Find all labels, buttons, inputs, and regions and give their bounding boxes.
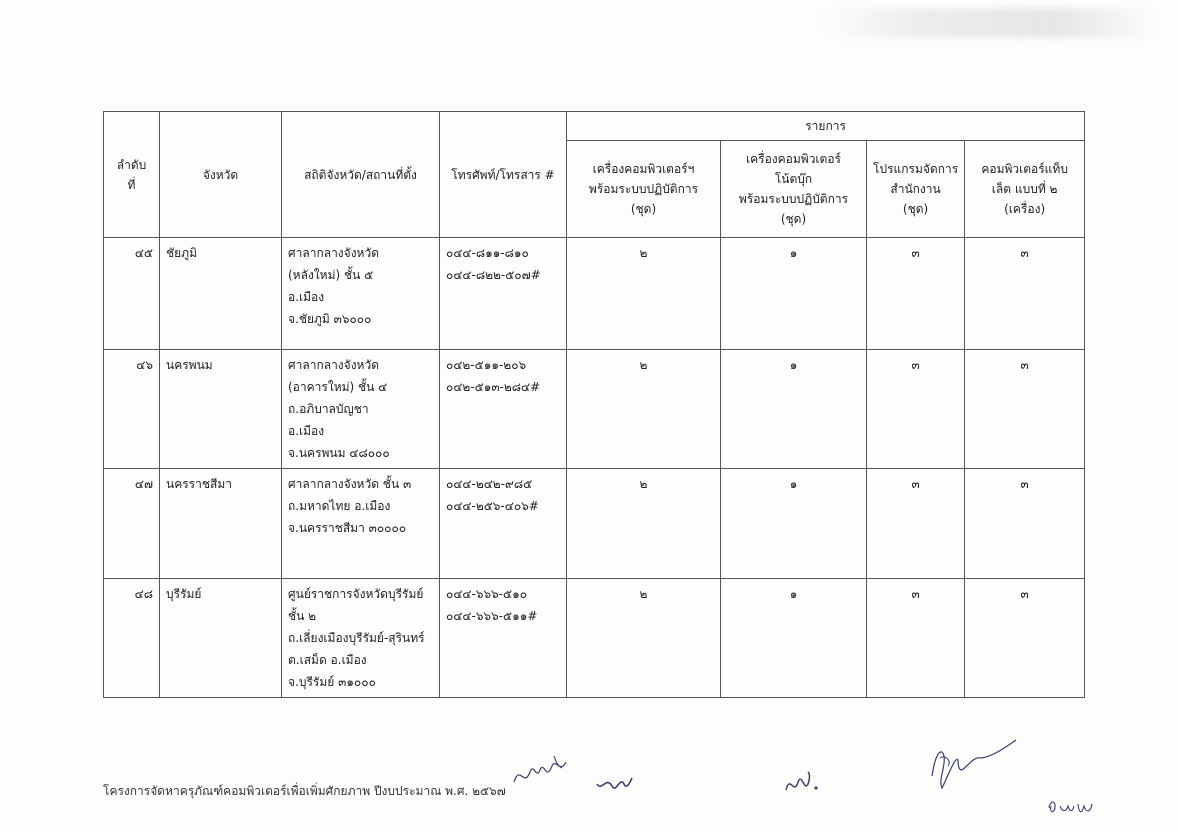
phone-numbers: [440, 469, 567, 579]
footer-project-name: โครงการจัดหาครุภัณฑ์คอมพิวเตอร์เพื่อเพิ่มศักยภาพ ปีงบประมาณ พ.ศ. ๒๕๖๗: [103, 784, 506, 798]
tablet-count: ๓: [965, 579, 1085, 698]
address-line: จ.ชัยภูมิ ๓๖๐๐๐: [288, 312, 372, 326]
header-software-line: สำนักงาน: [890, 182, 941, 196]
address-line: จ.บุรีรัมย์ ๓๑๐๐๐: [288, 675, 376, 689]
header-notebook: [721, 141, 867, 238]
office-address: [282, 469, 440, 579]
header-province: จังหวัด: [160, 112, 282, 238]
address-line: ชั้น ๒: [288, 609, 317, 623]
province-name: นครพนม: [160, 350, 282, 469]
header-pc-line: เครื่องคอมพิวเตอร์ฯ: [592, 162, 695, 176]
header-tablet-line: เล็ต แบบที่ ๒: [991, 182, 1058, 196]
row-number: ๔๕: [104, 238, 160, 350]
header-no-line: ที่: [127, 177, 136, 192]
address-line: จ.นครพนม ๔๘๐๐๐: [288, 446, 390, 460]
software-count: ๓: [867, 238, 965, 350]
notebook-count: ๑: [721, 350, 867, 469]
pc-count: ๒: [567, 469, 721, 579]
address-line: จ.นครราชสีมา ๓๐๐๐๐: [288, 521, 407, 535]
header-software-line: โปรแกรมจัดการ: [873, 162, 959, 176]
address-line: ถ.เลี่ยงเมืองบุรีรัมย์-สุรินทร์: [288, 631, 425, 645]
table-row: [104, 579, 1085, 698]
header-phone: โทรศัพท์/โทรสาร #: [440, 112, 567, 238]
header-notebook-line: (ชุด): [780, 212, 807, 226]
header-pc-line: (ชุด): [630, 202, 657, 216]
header-no-line: ลำดับ: [116, 157, 147, 172]
header-office: สถิติจังหวัด/สถานที่ตั้ง: [282, 112, 440, 238]
software-count: ๓: [867, 350, 965, 469]
handwritten-signature-1: [510, 752, 570, 796]
header-pc-line: พร้อมระบบปฏิบัติการ: [588, 182, 699, 196]
tablet-count: ๓: [965, 469, 1085, 579]
notebook-count: ๑: [721, 469, 867, 579]
phones-line: ๐๔๔-๘๒๒-๕๐๗#: [446, 268, 541, 282]
row-number: ๔๖: [104, 350, 160, 469]
address-line: อ.เมือง: [288, 290, 325, 304]
address-line: (อาคารใหม่) ชั้น ๔: [288, 380, 388, 394]
header-notebook-line: โน้ตบุ๊ก: [774, 172, 813, 186]
header-tablet-line: (เครื่อง): [1004, 202, 1046, 216]
notebook-count: ๑: [721, 238, 867, 350]
address-line: ศาลากลางจังหวัด ชั้น ๓: [288, 477, 412, 491]
tablet-count: ๓: [965, 238, 1085, 350]
software-count: ๓: [867, 469, 965, 579]
phones-line: ๐๔๒-๕๑๑-๒๐๖: [446, 358, 527, 372]
address-line: ศาลากลางจังหวัด: [288, 358, 379, 372]
table-row: [104, 350, 1085, 469]
phones-line: ๐๔๔-๒๕๖-๔๐๖#: [446, 499, 539, 513]
handwritten-initial-2: [594, 770, 634, 804]
handwritten-signature-4: [912, 736, 1022, 796]
row-number: ๔๘: [104, 579, 160, 698]
header-tablet-line: คอมพิวเตอร์แท็บ: [981, 162, 1068, 176]
office-address: [282, 238, 440, 350]
province-name: บุรีรัมย์: [160, 579, 282, 698]
office-address: [282, 579, 440, 698]
header-notebook-line: เครื่องคอมพิวเตอร์: [746, 152, 841, 166]
phones-line: ๐๔๔-๘๑๑-๘๑๐: [446, 246, 529, 260]
pc-count: ๒: [567, 350, 721, 469]
phones-line: ๐๔๔-๖๖๖-๕๑๐: [446, 587, 528, 601]
pc-count: ๒: [567, 238, 721, 350]
handwritten-initial-3: [782, 768, 826, 802]
header-software-line: (ชุด): [902, 202, 929, 216]
handwritten-note: [1046, 796, 1096, 818]
pc-count: ๒: [567, 579, 721, 698]
address-line: อ.เมือง: [288, 424, 325, 438]
header-notebook-line: พร้อมระบบปฏิบัติการ: [738, 192, 849, 206]
phone-numbers: [440, 350, 567, 469]
address-line: ศูนย์ราชการจังหวัดบุรีรัมย์: [288, 587, 424, 601]
phones-line: ๐๔๒-๕๑๓-๒๘๔#: [446, 380, 541, 394]
software-count: ๓: [867, 579, 965, 698]
address-line: ถ.มหาดไทย อ.เมือง: [288, 499, 391, 513]
phone-numbers: [440, 579, 567, 698]
header-items-group: รายการ: [567, 112, 1085, 141]
notebook-count: ๑: [721, 579, 867, 698]
header-no: [104, 112, 160, 238]
header-software: [867, 141, 965, 238]
address-line: ต.เสม็ด อ.เมือง: [288, 653, 367, 667]
scan-artifact: [820, 8, 1160, 38]
address-line: ศาลากลางจังหวัด: [288, 246, 379, 260]
phones-line: ๐๔๔-๒๔๒-๙๘๕: [446, 477, 533, 491]
province-name: นครราชสีมา: [160, 469, 282, 579]
address-line: (หลังใหม่) ชั้น ๕: [288, 268, 374, 282]
table-row: [104, 469, 1085, 579]
tablet-count: ๓: [965, 350, 1085, 469]
phone-numbers: [440, 238, 567, 350]
equipment-allocation-table: [103, 111, 1085, 698]
phones-line: ๐๔๔-๖๖๖-๕๑๑#: [446, 609, 538, 623]
province-name: ชัยภูมิ: [160, 238, 282, 350]
row-number: ๔๗: [104, 469, 160, 579]
office-address: [282, 350, 440, 469]
table-row: [104, 238, 1085, 350]
address-line: ถ.อภิบาลบัญชา: [288, 402, 369, 416]
header-pc: [567, 141, 721, 238]
header-tablet: [965, 141, 1085, 238]
